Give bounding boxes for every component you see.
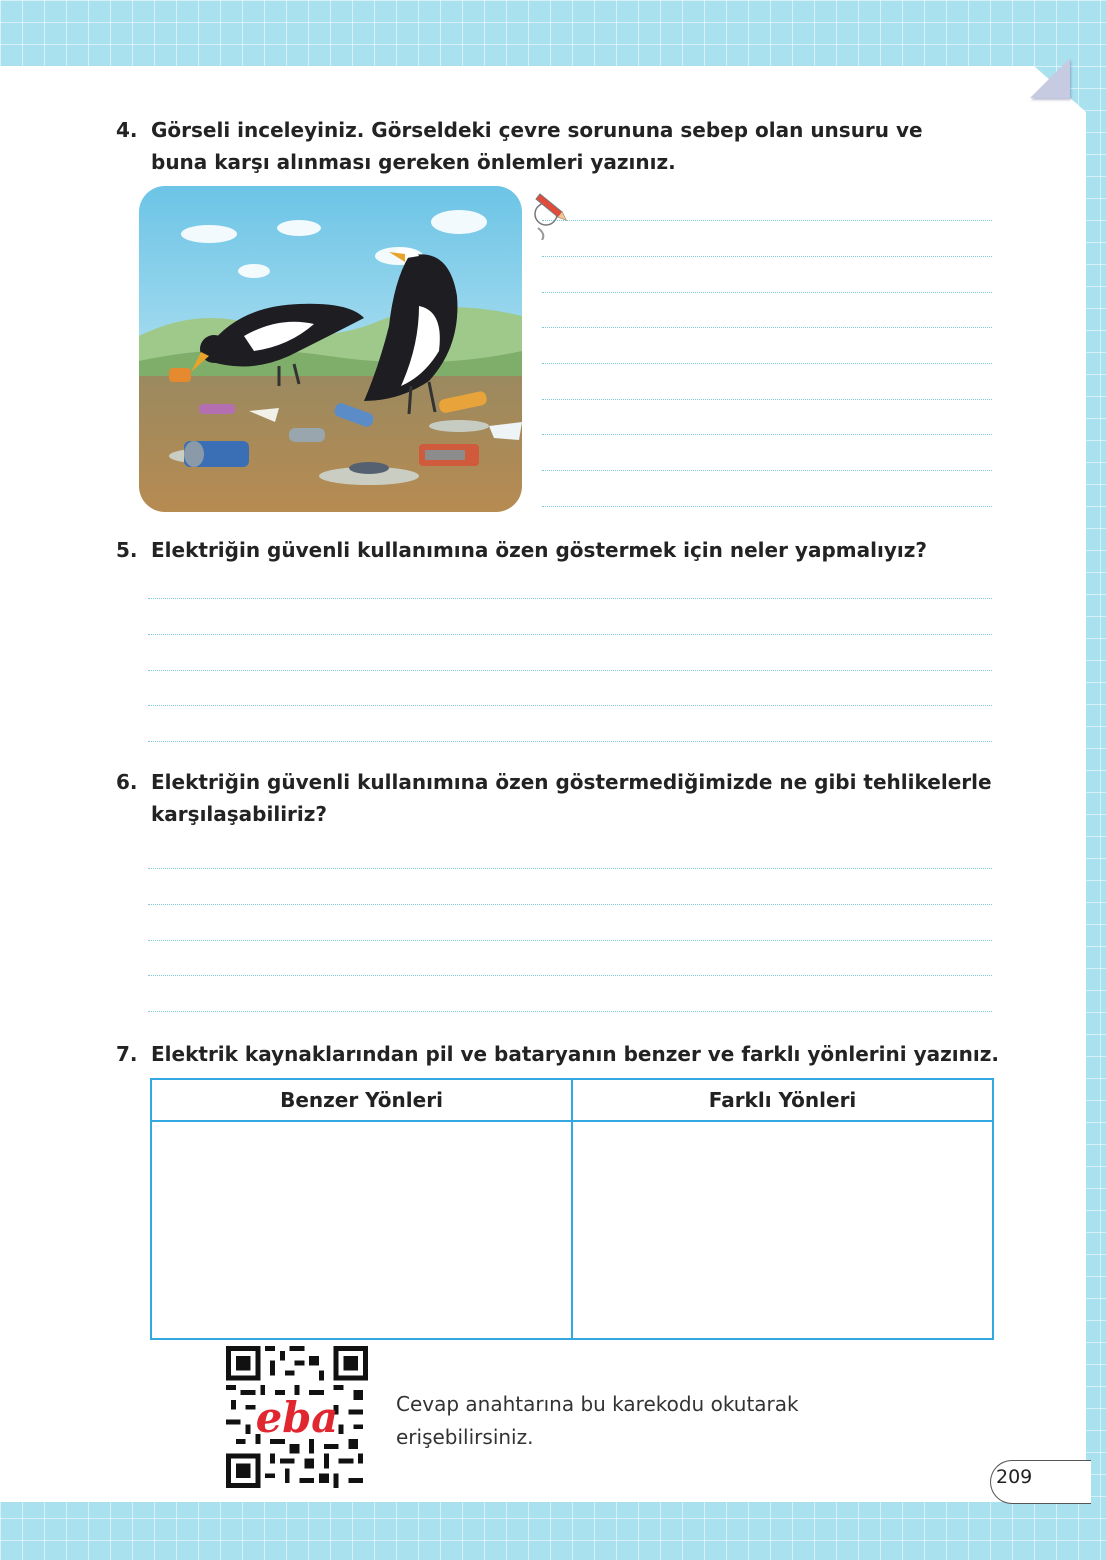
question-text: Elektrik kaynaklarından pil ve bataryanın benzer ve farklı yönlerini yazınız.	[151, 1042, 999, 1066]
header-differences: Farklı Yönleri	[572, 1079, 993, 1121]
qr-code[interactable]	[226, 1346, 368, 1488]
question-number: 7.	[116, 1042, 138, 1066]
question-number: 5.	[116, 538, 138, 562]
question-5	[116, 534, 927, 566]
question-number: 4.	[116, 118, 138, 142]
question-text-cont: buna karşı alınması gereken önlemleri yazınız.	[151, 150, 676, 174]
question-text: Elektriğin güvenli kullanımına özen göstermediğimizde ne gibi tehlikelerle	[151, 770, 992, 794]
question-number: 6.	[116, 770, 138, 794]
qr-caption	[396, 1388, 799, 1454]
page-number: 209	[996, 1466, 1033, 1488]
answer-lines-q4[interactable]	[542, 220, 992, 510]
header-similarities: Benzer Yönleri	[151, 1079, 572, 1121]
similarities-cell[interactable]	[151, 1121, 572, 1339]
question-6	[116, 766, 992, 830]
question-4	[116, 114, 923, 178]
comparison-table	[150, 1078, 994, 1340]
question-text: Görseli inceleyiniz. Görseldeki çevre sorununa sebep olan unsuru ve	[151, 118, 923, 142]
differences-cell[interactable]	[572, 1121, 993, 1339]
eba-logo: eba	[255, 1393, 339, 1443]
qr-caption-line1: Cevap anahtarına bu karekodu okutarak	[396, 1392, 799, 1416]
qr-caption-line2: erişebilirsiniz.	[396, 1425, 534, 1449]
question-text-cont: karşılaşabiliriz?	[151, 802, 328, 826]
question-text: Elektriğin güvenli kullanımına özen göstermek için neler yapmalıyız?	[151, 538, 927, 562]
question-7	[116, 1038, 999, 1070]
answer-lines-q5[interactable]	[148, 598, 992, 748]
page-curl	[1030, 58, 1070, 98]
answer-lines-q6[interactable]	[148, 868, 992, 1018]
birds-pollution-illustration	[139, 186, 522, 512]
